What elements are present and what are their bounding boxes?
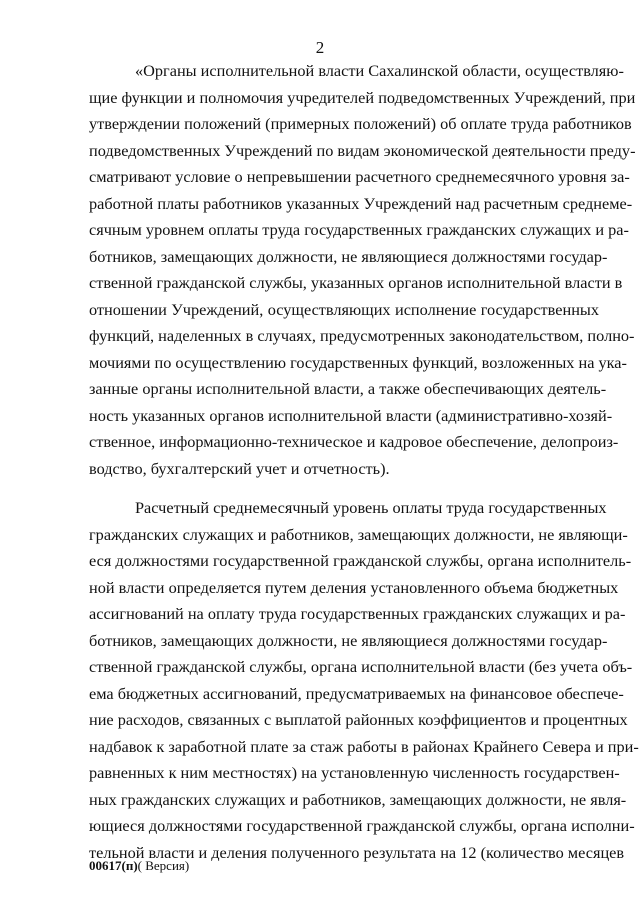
- text-line: отношении Учреждений, осуществляющих исполнение государственных: [89, 299, 599, 319]
- text-line: ственное, информационно-техническое и кадровое обеспечение, делопроиз-: [89, 432, 619, 451]
- document-footer: [89, 858, 189, 874]
- text-line: ных гражданских служащих и работников, замещающих должности, не явля-: [89, 789, 627, 809]
- paragraph-1: [89, 58, 636, 482]
- text-line: функций, наделенных в случаях, предусмотренных законодательством, полно-: [89, 326, 635, 345]
- text-line: ющиеся должностями государственной гражданской службы, органа исполни-: [89, 816, 635, 835]
- text-line: сячным уровнем оплаты труда государственных гражданских служащих и ра-: [89, 220, 629, 239]
- text-line: работной платы работников указанных Учреждений над расчетным среднеме-: [89, 193, 633, 213]
- text-line: ность указанных органов исполнительной власти (административно-хозяй-: [89, 405, 613, 425]
- text-line: гражданских служащих и работников, замещающих должности, не являющи-: [89, 524, 628, 544]
- text-line: щие функции и полномочия учредителей подведомственных Учреждений, при: [89, 87, 636, 107]
- document-body: [89, 58, 639, 866]
- paragraph-2: [89, 495, 639, 866]
- text-line: ственной гражданской службы, органа исполнительной власти (без учета объ-: [89, 657, 633, 676]
- text-line: водство, бухгалтерский учет и отчетность).: [89, 458, 390, 478]
- text-line: надбавок к заработной плате за стаж работы в районах Крайнего Севера и при-: [89, 736, 639, 756]
- text-line: мочиями по осуществлению государственных функций, возложенных на ука-: [89, 352, 627, 372]
- text-line: еся должностями государственной гражданской службы, органа исполнитель-: [89, 551, 632, 570]
- text-line: ние расходов, связанных с выплатой районных коэффициентов и процентных: [89, 710, 628, 729]
- text-line: ассигнований на оплату труда государственных гражданских служащих и ра-: [89, 604, 626, 623]
- text-line: ботников, замещающих должности, не являющиеся должностями государ-: [89, 246, 608, 266]
- text-line: Расчетный среднемесячный уровень оплаты труда государственных: [135, 498, 607, 517]
- text-line: занные органы исполнительной власти, а также обеспечивающих деятель-: [89, 379, 607, 398]
- text-line: равненных к ним местностях) на установленную численность государствен-: [89, 763, 620, 782]
- text-line: тельной власти и деления полученного результата на 12 (количество месяцев: [89, 842, 625, 862]
- page-number: 2: [315, 38, 325, 57]
- text-line: ема бюджетных ассигнований, предусматриваемых на финансовое обеспече-: [89, 683, 624, 703]
- paragraph-spacer: [89, 482, 599, 495]
- document-code: 00617(п): [89, 858, 138, 873]
- text-line: сматривают условие о непревышении расчетного среднемесячного уровня за-: [89, 167, 630, 186]
- text-line: «Органы исполнительной власти Сахалинской области, осуществляю-: [135, 61, 624, 80]
- text-line: ственной гражданской службы, указанных органов исполнительной власти в: [89, 273, 623, 292]
- text-line: ной власти определяется путем деления установленного объема бюджетных: [89, 577, 619, 597]
- text-line: подведомственных Учреждений по видам экономической деятельности преду-: [89, 140, 636, 160]
- text-line: ботников, замещающих должности, не являющиеся должностями государ-: [89, 630, 608, 650]
- document-version: ( Версия): [137, 858, 190, 873]
- text-line: утверждении положений (примерных положений) об оплате труда работников: [89, 114, 632, 133]
